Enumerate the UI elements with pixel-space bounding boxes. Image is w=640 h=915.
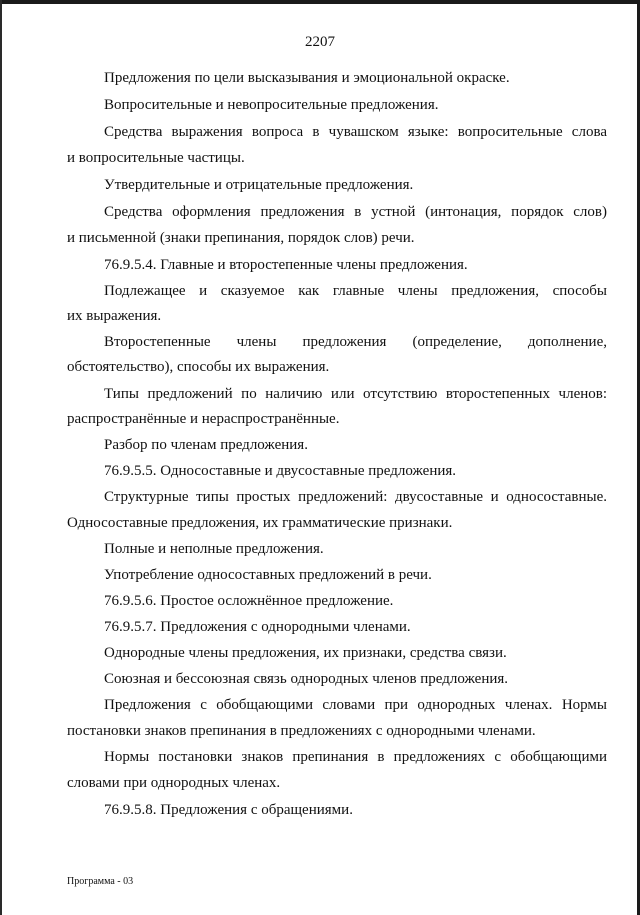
text-line: обстоятельство), способы их выражения. xyxy=(67,359,330,375)
text-line: Предложения по цели высказывания и эмоциональной окраске. xyxy=(104,70,510,86)
text-line: Типы предложений по наличию или отсутствию второстепенных членов: xyxy=(104,386,607,402)
text-line: Употребление односоставных предложений в речи. xyxy=(104,567,432,583)
text-line: Утвердительные и отрицательные предложения. xyxy=(104,177,414,193)
text-line: и вопросительные частицы. xyxy=(67,150,245,166)
section-heading: 76.9.5.6. Простое осложнённое предложение. xyxy=(104,593,394,609)
section-heading: 76.9.5.8. Предложения с обращениями. xyxy=(104,802,353,818)
section-heading: 76.9.5.7. Предложения с однородными членами. xyxy=(104,619,411,635)
text-line: Средства выражения вопроса в чувашском языке: вопросительные слова xyxy=(104,124,607,140)
text-line: Односоставные предложения, их грамматические признаки. xyxy=(67,515,453,531)
text-line: Однородные члены предложения, их признаки, средства связи. xyxy=(104,645,507,661)
section-heading: 76.9.5.5. Односоставные и двусоставные предложения. xyxy=(104,463,457,479)
scan-border-left xyxy=(0,0,2,915)
page-number: 2207 xyxy=(305,34,335,50)
text-line: Нормы постановки знаков препинания в предложениях с обобщающими xyxy=(104,749,607,765)
text-line: словами при однородных членах. xyxy=(67,775,281,791)
text-line: и письменной (знаки препинания, порядок слов) речи. xyxy=(67,230,415,246)
footer-label: Программа - 03 xyxy=(67,876,134,887)
text-line: Структурные типы простых предложений: двусоставные и односоставные. xyxy=(104,489,607,505)
text-line: Полные и неполные предложения. xyxy=(104,541,324,557)
text-line: их выражения. xyxy=(67,308,162,324)
text-line: Предложения с обобщающими словами при однородных членах. Нормы xyxy=(104,697,607,713)
text-line: Подлежащее и сказуемое как главные члены предложения, способы xyxy=(104,283,607,299)
text-line: Союзная и бессоюзная связь однородных членов предложения. xyxy=(104,671,509,687)
text-line: распространённые и нераспространённые. xyxy=(67,411,340,427)
text-line: постановки знаков препинания в предложениях с однородными членами. xyxy=(67,723,536,739)
scan-border-top xyxy=(0,0,640,4)
text-line: Вопросительные и невопросительные предложения. xyxy=(104,97,439,113)
section-heading: 76.9.5.4. Главные и второстепенные члены предложения. xyxy=(104,257,468,273)
text-line: Разбор по членам предложения. xyxy=(104,437,308,453)
text-line: Средства оформления предложения в устной (интонация, порядок слов) xyxy=(104,204,607,220)
text-line: Второстепенные члены предложения (определение, дополнение, xyxy=(104,334,607,350)
